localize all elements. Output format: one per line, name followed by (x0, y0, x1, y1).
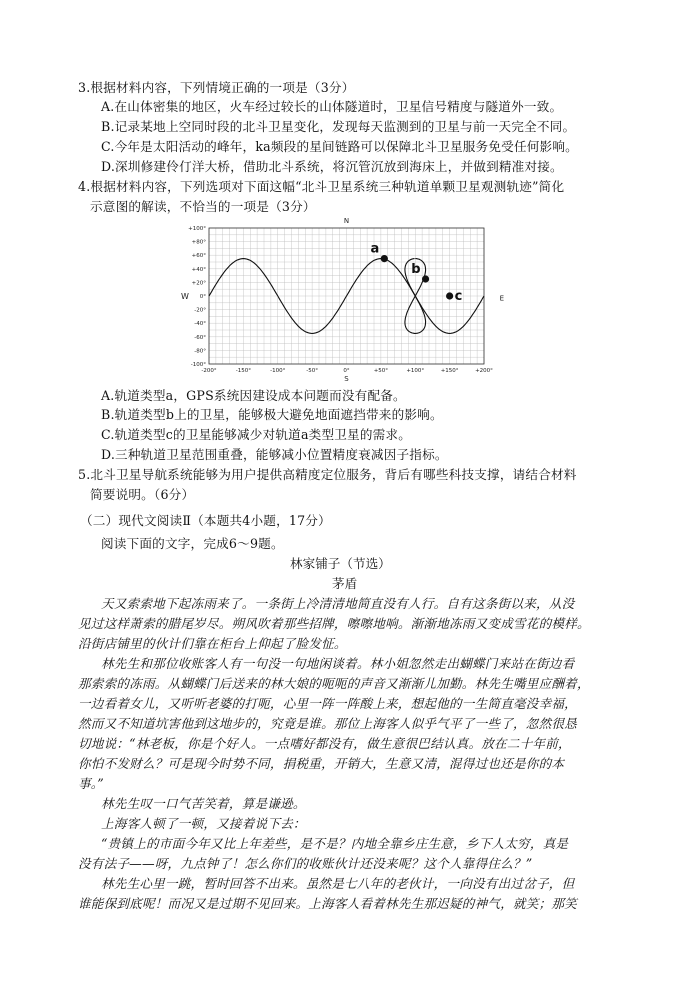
passage-line: 你怕不发财么？可是现今时势不同，捐税重，开销大，生意又清，混得过也还是你的本 (78, 756, 565, 771)
passage-line: “贵镇上的市面今年又比上年差些，是不是？内地全靠乡庄生意，乡下人太穷，真是 (101, 836, 569, 851)
passage-line: 林先生叹一口气苦笑着，算是谦逊。 (101, 796, 306, 811)
q3-option-a: A.在山体密集的地区，火车经过较长的山体隧道时，卫星信号精度与隧道外一致。 (101, 99, 563, 114)
passage-line: 上海客人顿了一顿，又接着说下去： (101, 816, 306, 831)
passage-line: 林先生和那位收账客人有一句没一句地闲谈着。林小姐忽然走出蝴蝶门来站在街边看 (101, 656, 575, 671)
passage-line: 然而又不知道坑害他到这地步的，究竟是谁。那位上海客人似乎气平了一些了，忽然很恳 (78, 716, 577, 731)
passage-line: 切地说：“林老板，你是个好人。一点嗜好都没有，做生意很巴结认真。放在二十年前， (78, 736, 571, 751)
passage-line: 没有法子——呀，九点钟了！怎么你们的收账伙计还没来呢？这个人靠得住么？” (78, 856, 533, 871)
passage-line: 天又索索地下起冻雨来了。一条街上冷清清地简直没有人行。自有这条街以来，从没 (101, 596, 575, 611)
orbit-track-chart (176, 214, 506, 384)
y-tick-label: +80° (191, 239, 206, 246)
x-tick-label: +100° (406, 368, 425, 374)
passage-line: 事。” (78, 776, 104, 791)
y-tick-label: +40° (191, 266, 206, 273)
orbit-point-b (422, 275, 429, 282)
compass-north: N (343, 217, 350, 225)
q5-line1: 5.北斗卫星导航系统能够为用户提供高精度定位服务，背后有哪些科技支撑，请结合材料 (78, 467, 577, 482)
y-tick-label: 0° (199, 294, 206, 300)
orbit-label-c: c (454, 289, 463, 304)
passage-line: 一边看着女儿，又听听老婆的打呃，心里一阵一阵酸上来，想起他的一生简直毫没幸福， (78, 696, 577, 711)
x-tick-label: -100° (270, 368, 286, 374)
x-tick-label: +150° (440, 368, 459, 374)
x-tick-label: 0° (343, 368, 350, 374)
q3-stem: 3.根据材料内容，下列情境正确的一项是（3分） (78, 80, 355, 95)
x-tick-label: -150° (235, 368, 251, 374)
y-tick-label: +60° (191, 253, 206, 260)
q5-line2: 简要说明。（6分） (90, 487, 195, 502)
y-tick-label: -20° (194, 307, 206, 314)
q4-stem-line2: 示意图的解读，不恰当的一项是（3分） (90, 199, 316, 214)
passage-line: 沿街店铺里的伙计们靠在柜台上仰起了脸发怔。 (78, 636, 347, 651)
q3-option-b: B.记录某地上空同时段的北斗卫星变化，发现每天监测到的卫星与前一天完全不同。 (101, 119, 576, 134)
passage-author: 茅盾 (332, 576, 358, 591)
y-tick-label: -40° (194, 321, 206, 328)
section-heading: （二）现代文阅读Ⅱ（本题共4小题，17分） (80, 513, 331, 528)
passage-line: 林先生心里一跳，暂时回答不出来。虽然是七八年的老伙计，一向没有出过岔子，但 (101, 876, 575, 891)
q4-option-d: D.三种轨道卫星范围重叠，能够减小位置精度衰减因子指标。 (101, 447, 448, 462)
passage-line: 见过这样萧索的腊尾岁尽。朔风吹着那些招牌，嚓嚓地响。渐渐地冻雨又变成雪花的模样。 (78, 616, 590, 631)
passage-line: 那索索的冻雨。从蝴蝶门后送来的林大娘的呃呃的声音又渐渐儿加勤。林先生嘴里应酬着， (78, 676, 590, 691)
y-tick-label: +100° (188, 226, 206, 232)
orbit-point-a (381, 255, 388, 262)
orbit-label-a: a (370, 241, 380, 257)
q4-option-b: B.轨道类型b上的卫星，能够极大避免地面遮挡带来的影响。 (101, 407, 443, 422)
q4-option-c: C.轨道类型c的卫星能够减少对轨道a类型卫星的需求。 (101, 427, 412, 442)
q4-stem-line1: 4.根据材料内容，下列选项对下面这幅“北斗卫星系统三种轨道单颗卫星观测轨迹”简化 (78, 179, 565, 194)
compass-east: E (499, 294, 504, 303)
orbit-point-c (446, 292, 453, 299)
x-tick-label: -50° (306, 368, 318, 374)
passage-line: 谁能保到底呢！而况又是过期不见回来。上海客人看着林先生那迟疑的神气，就笑；那笑 (78, 896, 577, 911)
y-tick-label: -80° (194, 348, 206, 355)
section-instruction: 阅读下面的文字，完成6～9题。 (101, 536, 284, 551)
q4-option-a: A.轨道类型a，GPS系统因建设成本问题而没有配备。 (101, 388, 406, 403)
y-tick-label: -60° (194, 334, 206, 341)
orbit-label-b: b (411, 262, 421, 277)
x-tick-label: +200° (475, 368, 493, 374)
y-tick-label: +20° (191, 280, 206, 287)
passage-title: 林家铺子（节选） (290, 556, 391, 571)
x-tick-label: -200° (201, 368, 217, 374)
q3-option-c: C.今年是太阳活动的峰年，ka频段的星间链路可以保障北斗卫星服务免受任何影响。 (101, 139, 578, 154)
x-tick-label: +50° (373, 368, 389, 374)
q3-option-d: D.深圳修建伶仃洋大桥，借助北斗系统，将沉管沉放到海床上，并做到精准对接。 (101, 159, 563, 174)
compass-south: S (344, 375, 349, 383)
compass-west: W (181, 292, 189, 301)
y-tick-label: -100° (190, 362, 206, 368)
